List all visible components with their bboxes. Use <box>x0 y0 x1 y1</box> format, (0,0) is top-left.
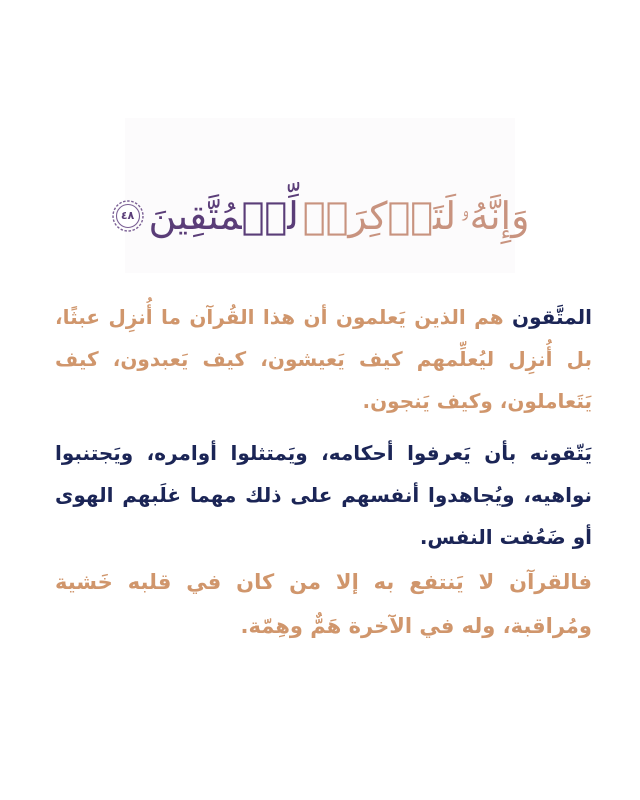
ayah-marker <box>111 199 145 233</box>
paragraph-1-text: هم الذين يَعلمون أن هذا القُرآن ما أُنزِل عبثًا، بل أُنزِل ليُعلِّمهم كيف يَعيشون، كيف يَعبدون، كيف يَتَعاملون، وكيف يَنجون. <box>55 305 592 413</box>
paragraph-muttaqun <box>55 296 592 422</box>
verse-word-2: لَتَذۡكِرَةٞ <box>302 194 457 238</box>
ayah-number: ٤٨ <box>120 209 135 222</box>
paragraph-quran-benefit: فالقرآن لا يَنتفع به إلا من كان في قلبه خَشية ومُراقبة، وله في الآخرة هَمٌّ وهِمّة. <box>55 570 592 638</box>
paragraph-taqwa: يَتّقونه بأن يَعرفوا أحكامه، ويَمتثلوا أوامره، ويَجتنبوا نواهيه، ويُجاهدوا أنفسهم على ذلك مهما غلَبهم الهوى أو ضَعُفت النفس. <box>55 441 592 549</box>
verse-word-1: وَإِنَّهُۥ <box>460 194 530 238</box>
verse-word-3: لِّلۡمُتَّقِينَ <box>148 194 299 238</box>
paragraph-1-lead: المتَّقون <box>512 305 592 329</box>
quran-verse <box>120 188 530 244</box>
